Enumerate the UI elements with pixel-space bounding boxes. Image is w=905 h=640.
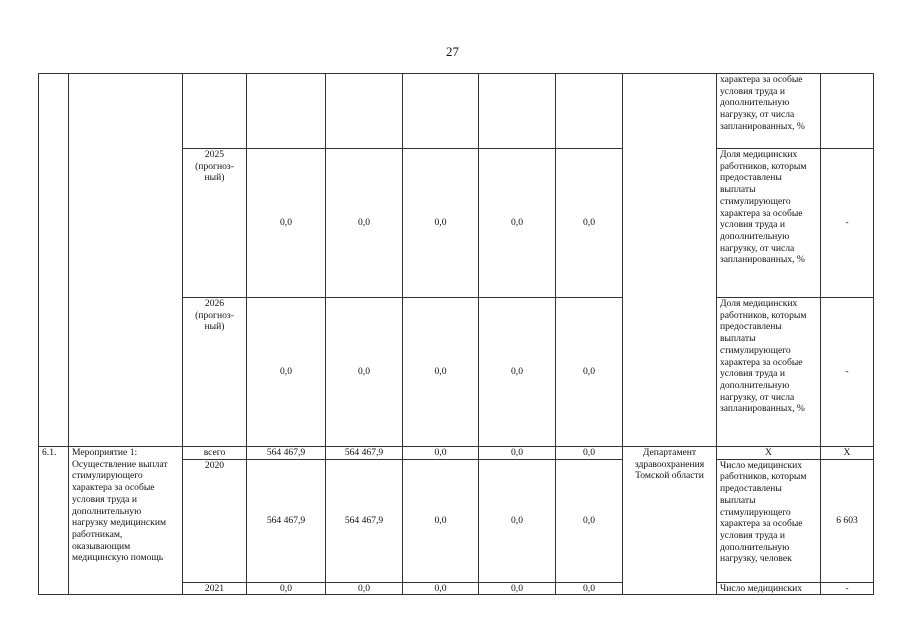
table-row <box>39 74 874 149</box>
value-cell: 564 467,9 <box>326 459 403 582</box>
year-cell: 2026 (прогноз-ный) <box>183 298 247 447</box>
measure-executor: Департамент здравоохранения Томской области <box>623 447 717 595</box>
target-cell: - <box>821 582 874 595</box>
indicator-cell: Число медицинских работников, которым предоставлены выплаты стимулирующего характера за особые условия труда и дополнительную нагрузку, человек <box>717 459 821 582</box>
value-cell: 0,0 <box>556 149 623 298</box>
value-cell: 0,0 <box>479 459 556 582</box>
executor-cell <box>623 74 717 447</box>
year-cell <box>183 74 247 149</box>
measure-name: Мероприятие 1: Осуществление выплат стимулирующего характера за особые условия труда и дополнительную нагрузку медицинским работникам, оказывающим медицинскую помощь <box>69 447 183 595</box>
value-cell: 0,0 <box>326 298 403 447</box>
value-cell: 0,0 <box>479 582 556 595</box>
value-cell: 0,0 <box>556 459 623 582</box>
value-cell: 0,0 <box>403 582 479 595</box>
indicator-cell: Доля медицинских работников, которым предоставлены выплаты стимулирующего характера за особые условия труда и дополнительную нагрузку, от числа запланированных, % <box>717 149 821 298</box>
target-cell: 6 603 <box>821 459 874 582</box>
value-cell <box>403 74 479 149</box>
value-cell <box>247 74 326 149</box>
value-cell: 0,0 <box>326 149 403 298</box>
value-cell: 0,0 <box>479 298 556 447</box>
value-cell: 0,0 <box>479 447 556 460</box>
measure-number: 6.1. <box>39 447 69 595</box>
indicator-cell: характера за особые условия труда и дополнительную нагрузку, от числа запланированных, % <box>717 74 821 149</box>
value-cell: 0,0 <box>247 582 326 595</box>
value-cell: 564 467,9 <box>326 447 403 460</box>
value-cell <box>326 74 403 149</box>
target-cell: Х <box>821 447 874 460</box>
value-cell: 0,0 <box>556 582 623 595</box>
value-cell: 564 467,9 <box>247 459 326 582</box>
page-number: 27 <box>446 44 459 59</box>
number-cell <box>39 74 69 447</box>
table-row <box>39 447 874 460</box>
indicator-cell: Доля медицинских работников, которым предоставлены выплаты стимулирующего характера за особые условия труда и дополнительную нагрузку, от числа запланированных, % <box>717 298 821 447</box>
value-cell: 0,0 <box>479 149 556 298</box>
value-cell: 0,0 <box>403 298 479 447</box>
value-cell <box>556 74 623 149</box>
year-cell: 2021 <box>183 582 247 595</box>
year-cell: 2025 (прогноз-ный) <box>183 149 247 298</box>
target-cell: - <box>821 149 874 298</box>
value-cell: 0,0 <box>556 447 623 460</box>
target-cell <box>821 74 874 149</box>
value-cell: 0,0 <box>247 298 326 447</box>
measure-name-cell <box>69 74 183 447</box>
value-cell: 0,0 <box>556 298 623 447</box>
value-cell: 0,0 <box>247 149 326 298</box>
target-cell: - <box>821 298 874 447</box>
year-cell: всего <box>183 447 247 460</box>
year-cell: 2020 <box>183 459 247 582</box>
value-cell: 0,0 <box>326 582 403 595</box>
value-cell <box>479 74 556 149</box>
indicator-cell: Х <box>717 447 821 460</box>
value-cell: 0,0 <box>403 447 479 460</box>
program-measures-table <box>38 73 874 595</box>
value-cell: 564 467,9 <box>247 447 326 460</box>
value-cell: 0,0 <box>403 459 479 582</box>
indicator-cell: Число медицинских <box>717 582 821 595</box>
value-cell: 0,0 <box>403 149 479 298</box>
